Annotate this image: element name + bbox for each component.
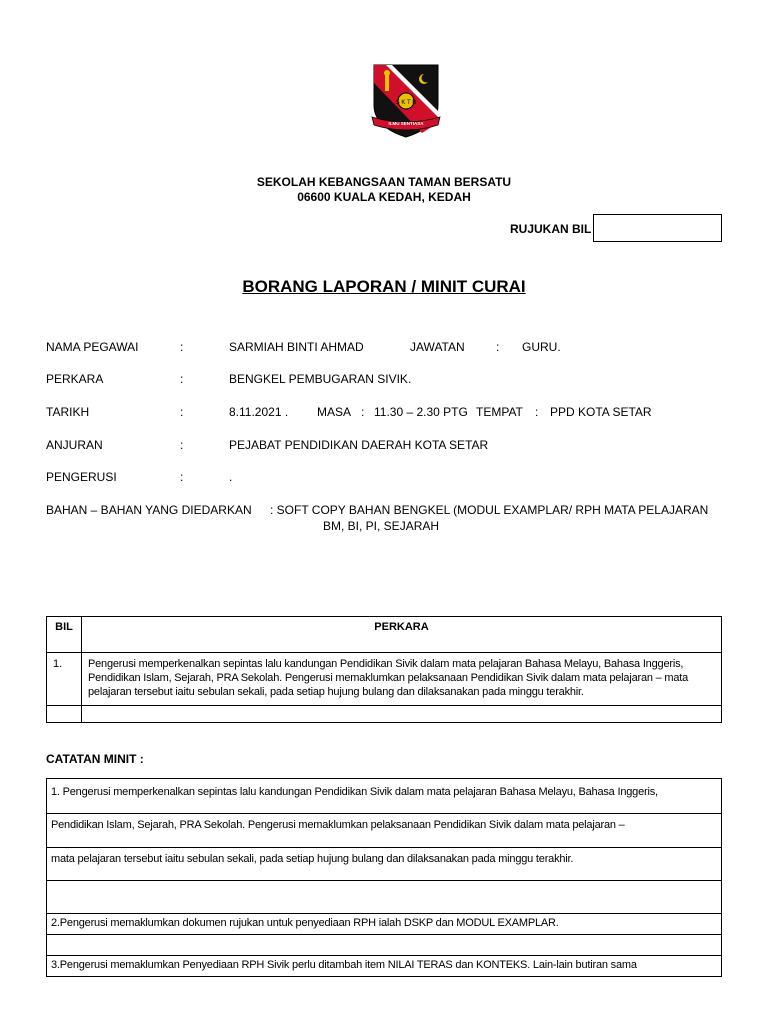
school-logo: [352, 57, 460, 139]
school-address: 06600 KUALA KEDAH, KEDAH: [297, 190, 471, 204]
tarikh-label: TARIKH: [46, 405, 90, 419]
bahan-value-line1: : SOFT COPY BAHAN BENGKEL (MODUL EXAMPLAR/ RPH MATA PELAJARAN: [270, 503, 709, 517]
table-row: [47, 653, 722, 706]
perkara-label: PERKARA: [46, 372, 104, 386]
perkara-cell-empty: [82, 706, 722, 723]
perkara-header: PERKARA: [82, 617, 722, 653]
colon: :: [496, 340, 500, 354]
colon: :: [180, 340, 184, 354]
perkara-table: [46, 616, 722, 723]
table-row-empty: [47, 706, 722, 723]
colon: :: [180, 470, 184, 484]
minutes-heading: CATATAN MINIT :: [46, 752, 144, 766]
table-header-row: [47, 617, 722, 653]
tempat-value: PPD KOTA SETAR: [550, 405, 652, 419]
anjuran-value: PEJABAT PENDIDIKAN DAERAH KOTA SETAR: [229, 438, 489, 452]
masa-label: MASA: [317, 405, 352, 419]
form-title: BORANG LAPORAN / MINIT CURAI: [242, 277, 526, 296]
minutes-line: Pendidikan Islam, Sejarah, PRA Sekolah. Pengerusi memaklumkan pelaksanaan Pendidikan Sivik dalam mata pelajaran –: [47, 814, 721, 848]
minutes-line: 3.Pengerusi memaklumkan Penyediaan RPH Sivik perlu ditambah item NILAI TERAS dan KONTEKS. Lain-lain butiran sama: [51, 959, 637, 971]
colon: :: [180, 438, 184, 452]
colon: :: [180, 405, 184, 419]
minutes-line: mata pelajaran tersebut iaitu sebulan sekali, pada setiap hujung bulang dan dilaksanakan pada minggu terakhir.: [47, 848, 721, 881]
reference-label: RUJUKAN BIL: [510, 222, 592, 236]
minutes-line: [47, 881, 721, 914]
colon: :: [535, 405, 539, 419]
nama-pegawai-label: NAMA PEGAWAI: [46, 340, 139, 354]
minutes-line: [47, 935, 721, 956]
bil-header: BIL: [47, 617, 82, 653]
reference-number-field[interactable]: [593, 214, 722, 242]
bil-cell-empty: [47, 706, 82, 723]
svg-text:ILMU SENTIASA: ILMU SENTIASA: [388, 121, 424, 126]
school-name: SEKOLAH KEBANGSAAN TAMAN BERSATU: [256, 175, 512, 189]
colon: :: [180, 372, 184, 386]
pengerusi-value: .: [229, 470, 233, 484]
minutes-box: [46, 778, 722, 977]
masa-value: 11.30 – 2.30 PTG: [374, 405, 468, 419]
bahan-value-line2: BM, BI, PI, SEJARAH: [323, 519, 440, 533]
minutes-line: 2.Pengerusi memaklumkan dokumen rujukan untuk penyediaan RPH ialah DSKP dan MODUL EXAMPLAR.: [47, 914, 721, 935]
svg-text:S K T B: S K T B: [395, 100, 417, 106]
jawatan-label: JAWATAN: [410, 340, 465, 354]
perkara-value: BENGKEL PEMBUGARAN SIVIK.: [229, 372, 412, 386]
nama-pegawai-value: SARMIAH BINTI AHMAD: [229, 340, 364, 354]
colon: :: [361, 405, 365, 419]
minutes-line: 1. Pengerusi memperkenalkan sepintas lalu kandungan Pendidikan Sivik dalam mata pelajaran Bahasa Melayu, Bahasa Inggeris,: [47, 779, 721, 814]
jawatan-value: GURU.: [522, 340, 561, 354]
pengerusi-label: PENGERUSI: [46, 470, 117, 484]
tarikh-value: 8.11.2021 .: [229, 405, 289, 419]
perkara-cell: Pengerusi memperkenalkan sepintas lalu kandungan Pendidikan Sivik dalam mata pelajaran Bahasa Melayu, Bahasa Inggeris, Pendidikan Islam, Sejarah, PRA Sekolah. Pengerusi memaklumkan pelaksanaan Pendidikan Sivik dalam mata pelajaran – mata pelajaran tersebut iaitu sebulan sekali, pada setiap hujung bulang dan dilaksanakan pada minggu terakhir.: [82, 653, 722, 706]
bahan-label: BAHAN – BAHAN YANG DIEDARKAN: [46, 503, 252, 517]
bil-cell: 1.: [47, 653, 82, 706]
anjuran-label: ANJURAN: [46, 438, 103, 452]
tempat-label: TEMPAT: [476, 405, 523, 419]
